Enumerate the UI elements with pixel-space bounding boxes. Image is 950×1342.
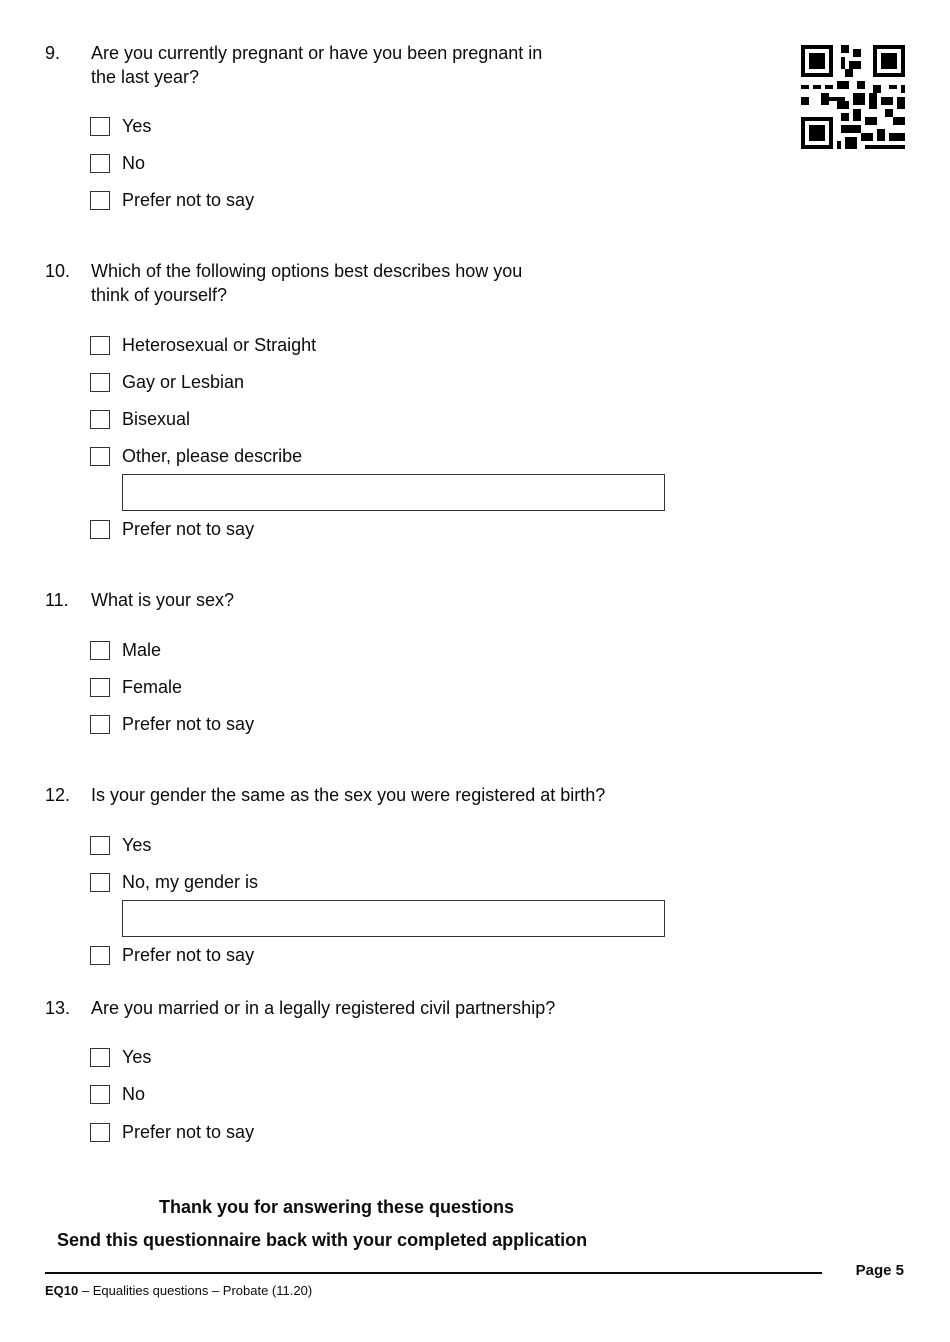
option-label: Prefer not to say <box>122 714 255 734</box>
question-number: 11. <box>45 590 69 610</box>
checkbox-married-no[interactable] <box>90 1085 110 1104</box>
checkbox-other[interactable] <box>90 447 110 466</box>
checkbox-pregnant-no[interactable] <box>90 154 110 173</box>
checkbox-male[interactable] <box>90 641 110 660</box>
question-text: think of yourself? <box>91 285 228 305</box>
checkbox-sex-prefer-not[interactable] <box>90 715 110 734</box>
form-code: EQ10 <box>45 1283 79 1298</box>
option-label: No <box>122 1084 146 1104</box>
option-label: No <box>122 153 146 173</box>
question-text: What is your sex? <box>91 590 235 610</box>
checkbox-gender-no[interactable] <box>90 873 110 892</box>
option-label: Female <box>122 677 183 697</box>
question-text: the last year? <box>91 67 200 87</box>
thanks-text: Thank you for answering these questions <box>159 1197 515 1217</box>
question-text: Are you married or in a legally registered civil partnership? <box>91 998 556 1018</box>
option-label: Prefer not to say <box>122 519 255 539</box>
checkbox-heterosexual[interactable] <box>90 336 110 355</box>
other-describe-input[interactable] <box>122 474 665 511</box>
option-label: Prefer not to say <box>122 945 255 965</box>
question-text: Is your gender the same as the sex you were registered at birth? <box>91 785 606 805</box>
question-number: 9. <box>45 43 61 63</box>
checkbox-married-yes[interactable] <box>90 1048 110 1067</box>
option-label: Bisexual <box>122 409 191 429</box>
question-number: 10. <box>45 261 71 281</box>
send-back-text: Send this questionnaire back with your completed application <box>57 1230 588 1250</box>
checkbox-pregnant-yes[interactable] <box>90 117 110 136</box>
option-label: No, my gender is <box>122 872 259 892</box>
option-label: Yes <box>122 835 152 855</box>
option-label: Heterosexual or Straight <box>122 335 317 355</box>
checkbox-female[interactable] <box>90 678 110 697</box>
footer-divider <box>45 1272 822 1274</box>
checkbox-married-prefer-not[interactable] <box>90 1123 110 1142</box>
option-label: Gay or Lesbian <box>122 372 245 392</box>
checkbox-bisexual[interactable] <box>90 410 110 429</box>
qr-code-icon <box>801 45 905 149</box>
option-label: Other, please describe <box>122 446 303 466</box>
gender-input[interactable] <box>122 900 665 937</box>
form-description: – Equalities questions – Probate (11.20) <box>78 1283 313 1298</box>
checkbox-gender-prefer-not[interactable] <box>90 946 110 965</box>
option-label: Prefer not to say <box>122 1122 255 1142</box>
question-number: 12. <box>45 785 71 805</box>
question-text: Which of the following options best describes how you <box>91 261 523 281</box>
page-number: Page 5 <box>855 1262 904 1279</box>
option-label: Yes <box>122 116 152 136</box>
option-label: Prefer not to say <box>122 190 255 210</box>
checkbox-gay-lesbian[interactable] <box>90 373 110 392</box>
checkbox-pregnant-prefer-not[interactable] <box>90 191 110 210</box>
option-label: Yes <box>122 1047 152 1067</box>
checkbox-orientation-prefer-not[interactable] <box>90 520 110 539</box>
option-label: Male <box>122 640 162 660</box>
question-text: Are you currently pregnant or have you been pregnant in <box>91 43 543 63</box>
footer-text <box>45 1279 312 1303</box>
question-number: 13. <box>45 998 71 1018</box>
checkbox-gender-yes[interactable] <box>90 836 110 855</box>
